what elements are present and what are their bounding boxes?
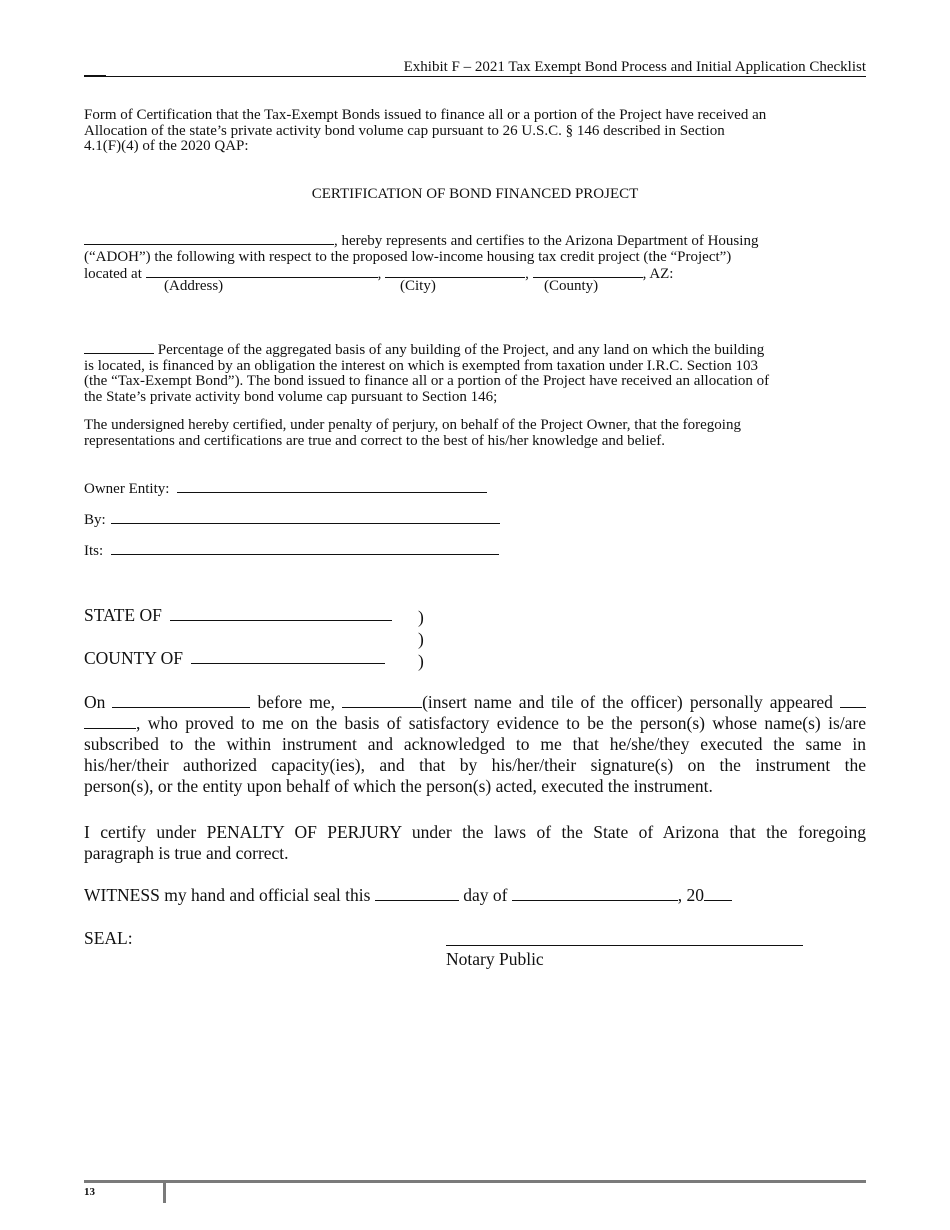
percentage-line-4: the State’s private activity bond volume cap pursuant to Section 146; (84, 388, 498, 405)
acknowledgment-line-5: person(s), or the entity upon behalf of which the person(s) acted, executed the instrument. (84, 776, 713, 796)
acknowledgment-line-3: subscribed to the within instrument and acknowledged to me that he/she/they executed the same in (84, 734, 866, 754)
represents-line-2: (“ADOH”) the following with respect to the proposed low-income housing tax credit project (the “Project”) (84, 248, 732, 265)
venue-paren-1: ) (418, 607, 424, 627)
percentage-line-2: is located, is financed by an obligation the interest on which is exempted from taxation under I.R.C. Section 103 (84, 357, 759, 374)
certifier-name-blank[interactable] (84, 232, 334, 245)
represents-paragraph (84, 232, 866, 283)
page-number: 13 (84, 1186, 95, 1198)
witness-month-blank[interactable] (512, 886, 678, 901)
notary-signature-line[interactable] (446, 945, 803, 946)
certification-heading: CERTIFICATION OF BOND FINANCED PROJECT (311, 186, 639, 202)
represents-line-1: , hereby represents and certifies to the Arizona Department of Housing (84, 232, 866, 250)
witness-year-prefix: , 20 (677, 885, 705, 905)
state-of-row (84, 605, 392, 626)
address-blank[interactable] (146, 265, 378, 278)
county-blank[interactable] (533, 265, 643, 278)
acknowledgment-line-2: , who proved to me on the basis of satisfactory evidence to be the person(s) whose name(s) is/are (84, 713, 866, 734)
witness-row (84, 885, 732, 906)
percentage-line-3: (the “Tax-Exempt Bond”). The bond issued to finance all or a portion of the Project have received an allocation of (84, 373, 770, 389)
by-label: By: (84, 512, 106, 528)
perjury-line-2: paragraph is true and correct. (84, 843, 289, 863)
venue-brackets (418, 606, 424, 672)
perjury-line-1: I certify under PENALTY OF PERJURY under the laws of the State of Arizona that the foregoing (84, 822, 866, 842)
percentage-blank[interactable] (84, 341, 154, 354)
footer-divider-tick (163, 1183, 166, 1203)
officer-name-blank[interactable] (342, 694, 422, 708)
footer-rule (84, 1180, 866, 1183)
represents-line-3: located at , , , AZ: (84, 266, 674, 282)
its-row (84, 542, 499, 560)
state-blank[interactable] (170, 606, 392, 621)
state-of-label: STATE OF (84, 605, 162, 625)
appeared-name-blank-2[interactable] (84, 714, 136, 729)
city-caption: (City) (400, 278, 436, 294)
header-title: Exhibit F – 2021 Tax Exempt Bond Process and Initial Application Checklist (403, 59, 866, 75)
perjury-paragraph (84, 822, 866, 864)
appeared-name-blank-1[interactable] (840, 694, 866, 708)
intro-line-3: 4.1(F)(4) of the 2020 QAP: (84, 138, 249, 154)
witness-day-blank[interactable] (375, 886, 459, 901)
owner-entity-blank[interactable] (177, 480, 487, 493)
by-row (84, 511, 500, 529)
header-rule (84, 76, 866, 77)
witness-year-blank[interactable] (704, 886, 732, 901)
owner-entity-row (84, 480, 487, 498)
county-of-row (84, 648, 385, 669)
intro-line-2: Allocation of the state’s private activity bond volume cap pursuant to 26 U.S.C. § 146 described in Section (84, 122, 725, 139)
percentage-paragraph (84, 341, 866, 405)
address-caption: (Address) (164, 278, 224, 294)
acknowledgment-date-blank[interactable] (112, 694, 250, 708)
owner-entity-label: Owner Entity: (84, 481, 170, 497)
by-blank[interactable] (111, 511, 500, 524)
venue-paren-3: ) (418, 651, 424, 671)
acknowledgment-line-1: On before me, (insert name and tile of the officer) personally appeared (84, 692, 866, 713)
county-caption: (County) (544, 278, 599, 294)
acknowledgment-line-4: his/her/their authorized capacity(ies), and that by his/her/their signature(s) on the instrument the (84, 755, 866, 775)
its-blank[interactable] (111, 542, 499, 555)
acknowledgment-paragraph (84, 692, 866, 797)
county-of-blank[interactable] (191, 649, 385, 664)
undersigned-line-2: representations and certifications are true and correct to the best of his/her knowledge and belief. (84, 432, 666, 449)
percentage-line-1: Percentage of the aggregated basis of any building of the Project, and any land on which the building (84, 341, 866, 359)
its-label: Its: (84, 543, 104, 559)
witness-day-of: day of (458, 885, 512, 905)
intro-paragraph (84, 108, 866, 155)
seal-label: SEAL: (84, 928, 133, 948)
undersigned-line-1: The undersigned hereby certified, under penalty of perjury, on behalf of the Project Owner, that the foregoing (84, 417, 741, 433)
venue-paren-2: ) (418, 629, 424, 649)
intro-line-1: Form of Certification that the Tax-Exempt Bonds issued to finance all or a portion of the Project have received an (84, 107, 767, 123)
witness-prefix: WITNESS my hand and official seal this (84, 885, 375, 905)
city-blank[interactable] (385, 265, 525, 278)
notary-public-label: Notary Public (446, 949, 544, 969)
undersigned-paragraph (84, 418, 866, 449)
page-header (84, 58, 866, 76)
county-of-label: COUNTY OF (84, 648, 184, 668)
